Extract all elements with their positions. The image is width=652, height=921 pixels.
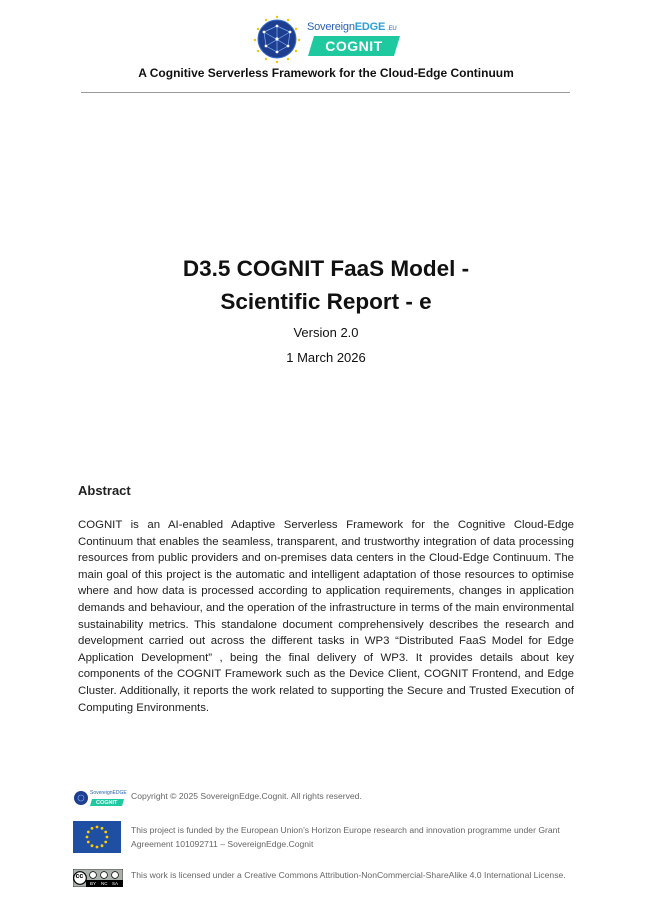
- cognit-badge-label: COGNIT: [325, 38, 383, 54]
- funding-text: This project is funded by the European Union’s Horizon Europe research and innovation programme under Grant Agreement 101092711 – SovereignEdge.Cognit: [131, 825, 560, 849]
- cc-term-by: BY: [90, 880, 97, 886]
- header-divider: [81, 92, 570, 93]
- cc-by-nc-sa-badge: [73, 869, 123, 887]
- tagline: A Cognitive Serverless Framework for the Cloud-Edge Continuum: [138, 66, 514, 80]
- brand-suffix: .EU: [387, 26, 397, 32]
- document-version: Version 2.0: [293, 325, 359, 340]
- footer-license-row: [73, 869, 573, 895]
- cognit-badge: [308, 36, 400, 56]
- brand-bold: EDGE: [354, 21, 386, 33]
- cc-label: cc: [75, 872, 84, 880]
- logo-brand-text: [307, 21, 397, 33]
- cc-term-sa: SA: [112, 880, 119, 886]
- footer-funding-row: [73, 821, 573, 855]
- document-date: 1 March 2026: [286, 350, 366, 365]
- copyright-text: Copyright © 2025 SovereignEdge.Cognit. All rights reserved.: [131, 791, 362, 801]
- document-title: [0, 252, 652, 318]
- eu-flag-icon: [73, 821, 121, 853]
- license-text: This work is licensed under a Creative Commons Attribution-NonCommercial-ShareAlike 4.0 International License.: [131, 870, 566, 880]
- mini-cognit-logo: [73, 788, 125, 808]
- sovereign-edge-cognit-logo: [252, 14, 404, 64]
- title-line-1: D3.5 COGNIT FaaS Model -: [182, 256, 470, 281]
- title-line-2: Scientific Report - e: [220, 289, 432, 314]
- abstract-heading: Abstract: [78, 483, 131, 498]
- brand-prefix: Sovereign: [307, 21, 355, 33]
- mini-logo-brand: SovereignEDGE: [90, 790, 127, 796]
- footer-copyright-row: [73, 788, 573, 808]
- globe-network-icon: [252, 14, 302, 64]
- cc-term-nc: NC: [101, 880, 108, 886]
- mini-logo-badge: COGNIT: [96, 799, 118, 806]
- abstract-body: COGNIT is an AI-enabled Adaptive Serverless Framework for the Cognitive Cloud-Edge Continuum that enables the seamless, transparent, and trustworthy integration of data processing resources from public providers and on-premises data centers in the Cloud-Edge Continuum. The main goal of this project is the automatic and intelligent adaptation of those resources to optimise where and how data is processed according to application requirements, changes in application demands and behaviour, and the operation of the infrastructure in terms of the main environmental sustainability metrics. This standalone document comprehensively describes the research and development carried out across the different tasks in WP3 “Distributed FaaS Model for Edge Application Development” , being the final delivery of WP3. It provides details about key components of the COGNIT Framework such as the Device Client, COGNIT Frontend, and Edge Cluster. Additionally, it reports the work related to supporting the Secure and Trusted Execution of Computing Environments.: [78, 519, 574, 714]
